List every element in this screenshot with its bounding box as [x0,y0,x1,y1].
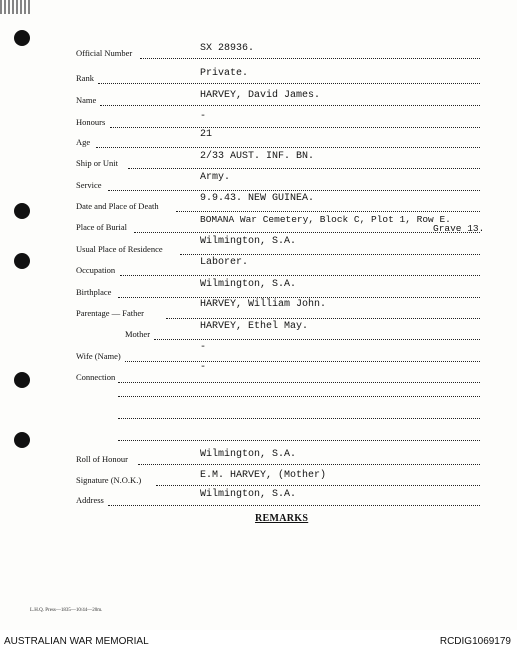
printer-imprint: L.H.Q. Press—1835—10/44—20m. [30,608,103,613]
blank-line [118,396,480,397]
field-official-number [0,42,517,62]
fill-line [120,275,480,276]
fill-line [156,485,480,486]
field-label: Birthplace [76,287,112,297]
field-value: E.M. HARVEY, (Mother) [200,470,327,481]
field-service [0,174,517,194]
field-burial [0,216,517,236]
field-label: Place of Burial [76,222,127,232]
blank-line [118,440,480,441]
fill-line [180,254,480,255]
field-residence [0,238,517,258]
field-label: Wife (Name) [76,351,121,361]
field-label: Address [76,495,104,505]
fill-line [108,190,480,191]
fill-line [166,318,480,319]
field-label: Signature (N.O.K.) [76,475,142,485]
fill-line [96,147,480,148]
field-value: Wilmington, S.A. [200,279,297,290]
field-value: Wilmington, S.A. [200,449,297,460]
field-value: - [200,362,207,373]
field-value: Army. [200,172,231,183]
fill-line [98,83,480,84]
field-unit [0,152,517,172]
field-value: 9.9.43. NEW GUINEA. [200,193,315,204]
field-value: Wilmington, S.A. [200,236,297,247]
blank-line [118,418,480,419]
field-wife [0,342,517,365]
fill-line [128,168,480,169]
fill-line [110,127,480,128]
field-value: HARVEY, Ethel May. [200,321,309,332]
field-label: Usual Place of Residence [76,244,163,254]
field-connection [0,362,517,386]
fill-line [118,382,480,383]
field-death [0,195,517,215]
field-label: Age [76,137,91,147]
field-birthplace [0,281,517,301]
field-value: 2/33 AUST. INF. BN. [200,151,315,162]
field-value: HARVEY, David James. [200,90,321,101]
field-value-continuation: Grave 13. [433,223,485,234]
field-father [0,299,517,322]
fill-line [176,211,480,212]
field-occupation [0,259,517,279]
field-label: Date and Place of Death [76,201,159,211]
field-value: Laborer. [200,257,249,268]
field-value: HARVEY, William John. [200,299,327,310]
fill-line [154,339,480,340]
field-age [0,131,517,151]
field-address [0,489,517,509]
field-name [0,89,517,109]
field-rank [0,67,517,87]
field-label: Ship or Unit [76,158,119,168]
fill-line [125,361,480,362]
field-label: Parentage — Father [76,308,144,318]
field-roll-of-honour [0,448,517,468]
field-label: Honours [76,117,106,127]
field-label: Mother [125,329,151,339]
field-value: SX 28936. [200,43,255,54]
fill-line [134,232,480,233]
field-value: Private. [200,68,249,79]
fill-line [100,105,480,106]
field-value: BOMANA War Cemetery, Block C, Plot 1, Row E. [200,214,451,225]
field-signature [0,469,517,489]
field-mother [0,323,517,343]
field-value: - [200,342,207,353]
fill-line [138,464,480,465]
field-label: Occupation [76,265,116,275]
field-label: Official Number [76,48,133,58]
footer-source: AUSTRALIAN WAR MEMORIAL [4,636,149,647]
field-honours [0,111,517,131]
field-label: Service [76,180,102,190]
field-value: Wilmington, S.A. [200,489,297,500]
punch-hole [14,432,30,448]
field-value: - [200,111,207,122]
field-label: Rank [76,73,94,83]
field-label: Roll of Honour [76,454,128,464]
remarks-heading: REMARKS [255,513,309,524]
scan-edge-mark [0,0,30,14]
field-label: Connection [76,372,116,382]
fill-line [140,58,480,59]
field-value: 21 [200,129,213,140]
field-label: Name [76,95,97,105]
fill-line [118,297,480,298]
fill-line [108,505,480,506]
footer-record-id: RCDIG1069179 [439,636,511,647]
